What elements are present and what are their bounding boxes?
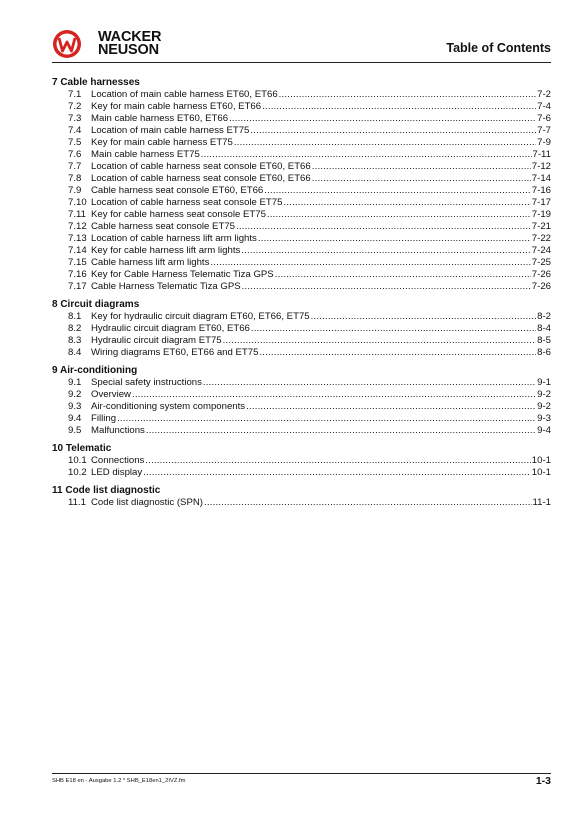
entry-page-number: 7-26 (531, 281, 551, 292)
entry-number: 9.2 (68, 389, 82, 400)
entry-page-number: 7-12 (531, 161, 551, 172)
brand-logo (52, 28, 182, 60)
entry-page-number: 7-2 (537, 89, 551, 100)
page-title: Table of Contents (446, 41, 551, 55)
toc-entry[interactable] (52, 455, 551, 467)
entry-number: 7.6 (68, 149, 82, 160)
toc-entry[interactable] (52, 401, 551, 413)
entry-page-number: 7-26 (531, 269, 551, 280)
toc-entry[interactable] (52, 257, 551, 269)
entry-title: Key for cable harness lift arm lights (91, 245, 241, 256)
toc-entry[interactable] (52, 197, 551, 209)
toc-entry[interactable] (52, 269, 551, 281)
entry-page-number: 11-1 (532, 497, 551, 508)
dot-leader (264, 185, 531, 197)
toc-entry[interactable] (52, 425, 551, 437)
table-of-contents (52, 76, 551, 514)
entry-title: Cable harness seat console ET75 (91, 221, 235, 232)
footer-divider (52, 773, 551, 774)
dot-leader (143, 467, 531, 479)
entry-page-number: 7-25 (531, 257, 551, 268)
toc-entry[interactable] (52, 335, 551, 347)
toc-entry[interactable] (52, 233, 551, 245)
entry-number: 10.2 (68, 467, 87, 478)
entry-title: Malfunctions (91, 425, 145, 436)
entry-number: 7.5 (68, 137, 82, 148)
entry-title: Location of main cable harness ET75 (91, 125, 250, 136)
entry-number: 7.4 (68, 125, 82, 136)
toc-entry[interactable] (52, 281, 551, 293)
entry-title: Key for cable harness seat console ET75 (91, 209, 266, 220)
dot-leader (259, 347, 536, 359)
dot-leader (234, 137, 536, 149)
entry-page-number: 8-5 (537, 335, 551, 346)
dot-leader (275, 269, 531, 281)
entry-number: 9.3 (68, 401, 82, 412)
entry-number: 9.5 (68, 425, 82, 436)
dot-leader (312, 173, 531, 185)
header-divider (52, 62, 551, 63)
entry-title: Key for Cable Harness Telematic Tiza GPS (91, 269, 274, 280)
toc-entry[interactable] (52, 467, 551, 479)
toc-entry[interactable] (52, 101, 551, 113)
entry-number: 7.11 (68, 209, 86, 220)
entry-title: LED display (91, 467, 143, 478)
entry-title: Key for hydraulic circuit diagram ET60, ET66, ET75 (91, 311, 310, 322)
entry-number: 7.14 (68, 245, 87, 256)
entry-title: Cable Harness Telematic Tiza GPS (91, 281, 241, 292)
section-heading: 8 Circuit diagrams (52, 299, 140, 310)
entry-title: Main cable harness ET75 (91, 149, 200, 160)
entry-page-number: 9-1 (537, 377, 551, 388)
entry-number: 7.12 (68, 221, 87, 232)
section-heading: 10 Telematic (52, 443, 112, 454)
toc-section (52, 442, 551, 479)
toc-entry[interactable] (52, 149, 551, 161)
entry-page-number: 7-7 (537, 125, 551, 136)
entry-page-number: 7-19 (531, 209, 551, 220)
entry-number: 8.4 (68, 347, 82, 358)
dot-leader (241, 245, 530, 257)
entry-number: 7.10 (68, 197, 87, 208)
toc-section (52, 298, 551, 359)
toc-entry[interactable] (52, 209, 551, 221)
entry-number: 7.3 (68, 113, 82, 124)
logo-line-2: NEUSON (98, 42, 159, 58)
entry-number: 7.9 (68, 185, 82, 196)
entry-number: 7.1 (68, 89, 82, 100)
toc-section (52, 484, 551, 509)
entry-page-number: 9-4 (537, 425, 551, 436)
entry-title: Key for main cable harness ET75 (91, 137, 233, 148)
entry-page-number: 9-2 (537, 401, 551, 412)
entry-number: 7.7 (68, 161, 82, 172)
toc-entry[interactable] (52, 311, 551, 323)
entry-title: Location of cable harness seat console ET60, ET66 (91, 173, 311, 184)
toc-entry[interactable] (52, 413, 551, 425)
dot-leader (262, 101, 536, 113)
entry-title: Wiring diagrams ET60, ET66 and ET75 (91, 347, 259, 358)
toc-entry[interactable] (52, 125, 551, 137)
entry-title: Location of main cable harness ET60, ET66 (91, 89, 278, 100)
entry-title: Cable harness seat console ET60, ET66 (91, 185, 264, 196)
dot-leader (246, 401, 536, 413)
entry-page-number: 7-16 (531, 185, 551, 196)
dot-leader (145, 455, 530, 467)
entry-page-number: 10-1 (531, 455, 551, 466)
dot-leader (283, 197, 530, 209)
toc-entry[interactable] (52, 173, 551, 185)
toc-entry[interactable] (52, 377, 551, 389)
dot-leader (312, 161, 531, 173)
dot-leader (146, 425, 536, 437)
section-heading: 9 Air-conditioning (52, 365, 138, 376)
entry-number: 7.8 (68, 173, 82, 184)
toc-entry[interactable] (52, 245, 551, 257)
dot-leader (250, 125, 536, 137)
entry-number: 9.4 (68, 413, 82, 424)
toc-entry[interactable] (52, 161, 551, 173)
entry-page-number: 9-3 (537, 413, 551, 424)
section-heading: 7 Cable harnesses (52, 77, 140, 88)
entry-page-number: 7-9 (537, 137, 551, 148)
logo-wordmark (98, 31, 161, 57)
toc-entry[interactable] (52, 185, 551, 197)
entry-page-number: 7-14 (531, 173, 551, 184)
dot-leader (201, 149, 532, 161)
entry-page-number: 8-6 (537, 347, 551, 358)
page-header (52, 28, 551, 62)
dot-leader (223, 335, 536, 347)
toc-entry[interactable] (52, 113, 551, 125)
footer-page-number: 1-3 (535, 775, 551, 787)
entry-title: Location of cable harness seat console ET60, ET66 (91, 161, 311, 172)
entry-number: 11.1 (68, 497, 86, 508)
entry-title: Hydraulic circuit diagram ET75 (91, 335, 222, 346)
toc-entry[interactable] (52, 389, 551, 401)
dot-leader (132, 389, 536, 401)
entry-page-number: 7-11 (532, 149, 551, 160)
toc-section (52, 364, 551, 437)
logo-line-1: WACKER (98, 29, 162, 45)
toc-entry[interactable] (52, 137, 551, 149)
dot-leader (267, 209, 531, 221)
entry-number: 10.1 (68, 455, 87, 466)
entry-page-number: 9-2 (537, 389, 551, 400)
dot-leader (251, 323, 536, 335)
entry-title: Filling (91, 413, 117, 424)
wacker-neuson-logo-icon (52, 28, 92, 60)
entry-number: 7.2 (68, 101, 82, 112)
entry-title: Key for main cable harness ET60, ET66 (91, 101, 262, 112)
entry-title: Special safety instructions (91, 377, 202, 388)
dot-leader (210, 257, 530, 269)
entry-number: 9.1 (68, 377, 82, 388)
dot-leader (279, 89, 536, 101)
entry-page-number: 7-22 (531, 233, 551, 244)
footer-doc-reference: SHB E18 en - Ausgabe 1.2 * SHB_E18en1_2IVZ.fm (52, 778, 186, 784)
toc-section (52, 76, 551, 293)
entry-number: 7.15 (68, 257, 87, 268)
dot-leader (311, 311, 537, 323)
dot-leader (229, 113, 536, 125)
entry-number: 7.16 (68, 269, 87, 280)
dot-leader (242, 281, 531, 293)
entry-title: Air-conditioning system components (91, 401, 246, 412)
entry-page-number: 7-24 (531, 245, 551, 256)
entry-title: Location of cable harness lift arm lights (91, 233, 257, 244)
entry-page-number: 7-21 (531, 221, 551, 232)
dot-leader (258, 233, 531, 245)
entry-title: Hydraulic circuit diagram ET60, ET66 (91, 323, 250, 334)
entry-number: 8.1 (68, 311, 82, 322)
entry-page-number: 7-4 (537, 101, 551, 112)
entry-number: 7.13 (68, 233, 87, 244)
dot-leader (204, 497, 532, 509)
entry-title: Overview (91, 389, 131, 400)
entry-page-number: 7-6 (537, 113, 551, 124)
entry-number: 8.2 (68, 323, 82, 334)
toc-entry[interactable] (52, 221, 551, 233)
entry-page-number: 7-17 (531, 197, 551, 208)
entry-title: Main cable harness ET60, ET66 (91, 113, 229, 124)
dot-leader (236, 221, 531, 233)
entry-title: Location of cable harness seat console ET75 (91, 197, 283, 208)
entry-title: Connections (91, 455, 145, 466)
entry-number: 8.3 (68, 335, 82, 346)
toc-entry[interactable] (52, 89, 551, 101)
entry-title: Cable harness lift arm lights (91, 257, 210, 268)
toc-entry[interactable] (52, 347, 551, 359)
entry-title: Code list diagnostic (SPN) (91, 497, 203, 508)
entry-page-number: 8-4 (537, 323, 551, 334)
dot-leader (117, 413, 536, 425)
section-heading: 11 Code list diagnostic (52, 485, 161, 496)
toc-entry[interactable] (52, 323, 551, 335)
toc-entry[interactable] (52, 497, 551, 509)
entry-page-number: 10-1 (531, 467, 551, 478)
dot-leader (203, 377, 536, 389)
entry-number: 7.17 (68, 281, 87, 292)
entry-page-number: 8-2 (537, 311, 551, 322)
